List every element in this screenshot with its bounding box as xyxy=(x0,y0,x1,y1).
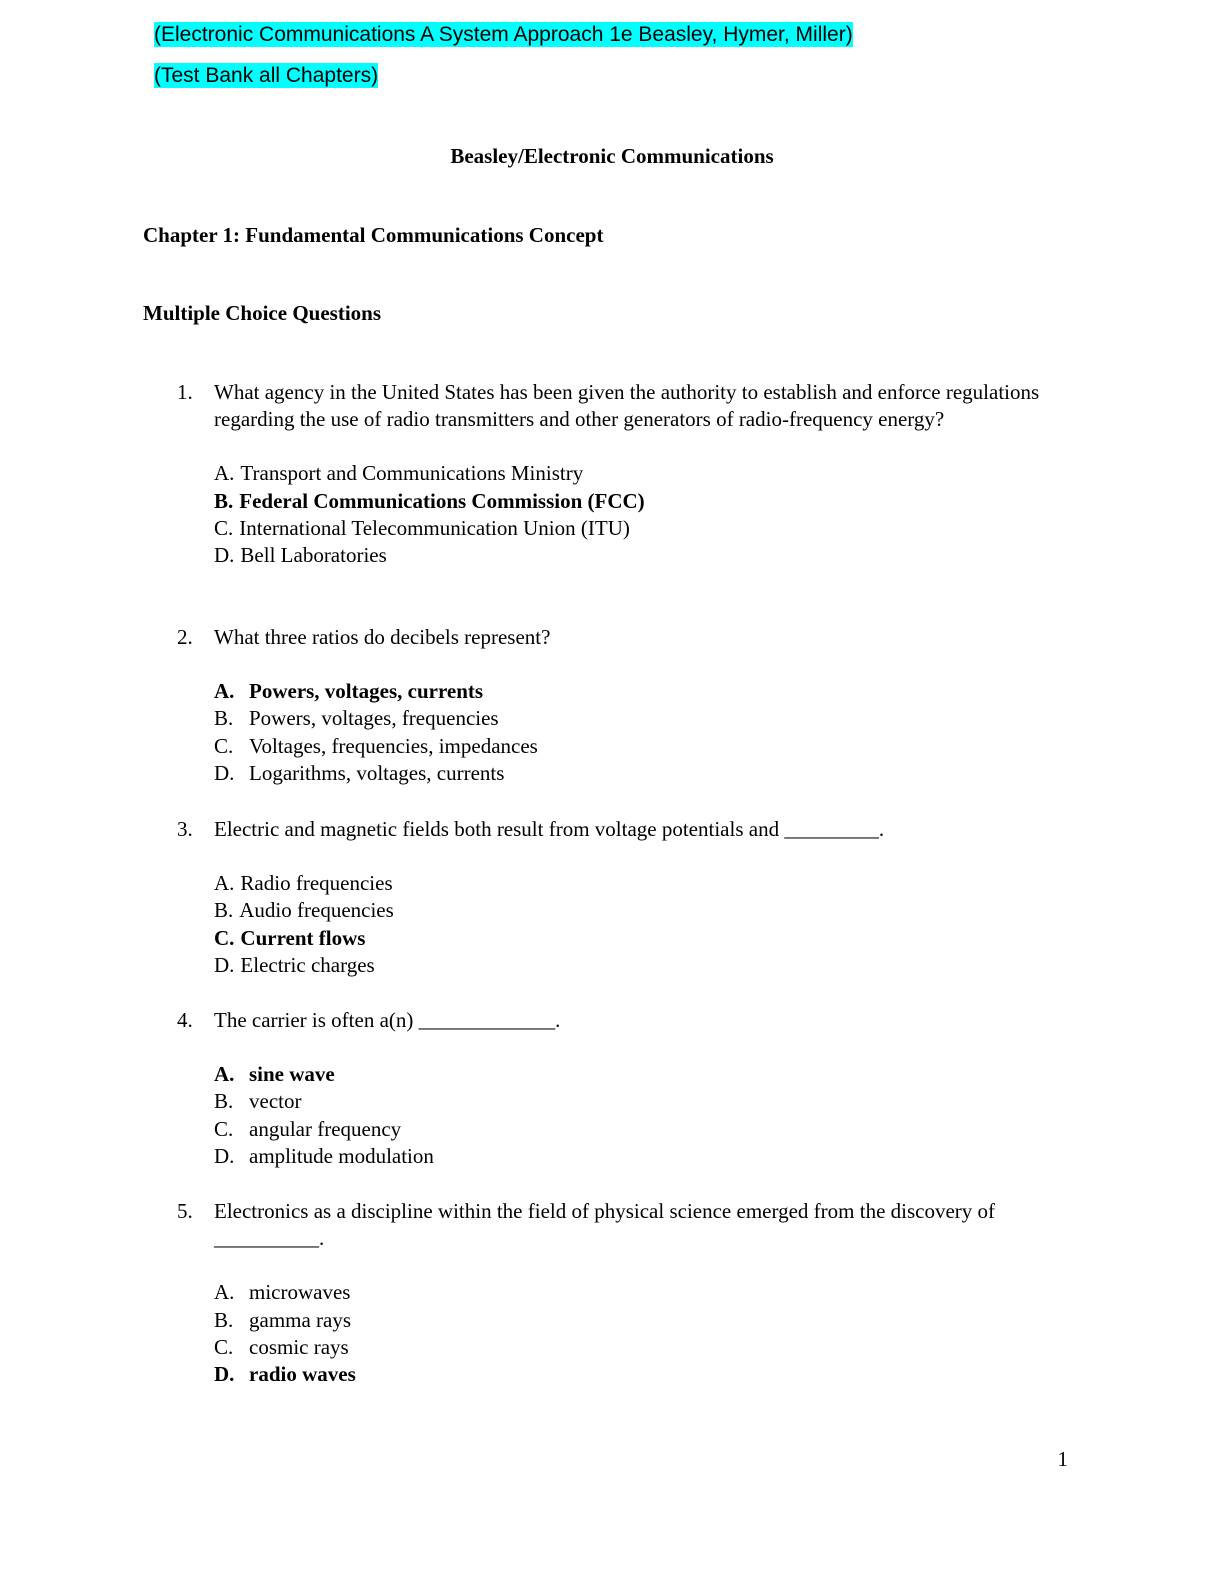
option-c xyxy=(214,733,1224,760)
option-letter: D. xyxy=(214,1361,235,1386)
question-number: 2. xyxy=(177,625,193,649)
document-heading: Beasley/Electronic Communications xyxy=(450,144,774,168)
question-2 xyxy=(0,624,1224,787)
banner-test-bank: (Test Bank all Chapters) xyxy=(154,64,379,87)
option-letter: C. xyxy=(214,733,234,758)
option-text: Bell Laboratories xyxy=(240,542,387,567)
answer-options xyxy=(214,870,1224,979)
question-number: 5. xyxy=(177,1199,193,1223)
option-b xyxy=(214,705,1224,732)
option-letter: C. xyxy=(214,1334,234,1359)
option-letter: C. xyxy=(214,1116,234,1141)
answer-options xyxy=(214,1061,1224,1170)
option-b xyxy=(214,897,1224,924)
option-letter: C. xyxy=(214,515,234,540)
option-a-correct xyxy=(214,1061,1224,1088)
option-text: Powers, voltages, frequencies xyxy=(249,706,499,731)
question-3 xyxy=(0,816,1224,979)
section-title: Multiple Choice Questions xyxy=(143,301,382,325)
option-c xyxy=(214,1334,1224,1361)
option-letter: D. xyxy=(214,1143,235,1168)
option-text: radio waves xyxy=(249,1361,356,1386)
option-a xyxy=(214,1279,1224,1306)
banner-book-title: (Electronic Communications A System Approach 1e Beasley, Hymer, Miller) xyxy=(154,23,853,46)
option-letter: B. xyxy=(214,1307,234,1332)
option-letter: A. xyxy=(214,1062,235,1087)
option-d xyxy=(214,760,1224,787)
option-letter: B. xyxy=(214,898,234,923)
question-text: What three ratios do decibels represent? xyxy=(214,625,551,649)
option-letter: B. xyxy=(214,1089,234,1114)
option-text: Federal Communications Commission (FCC) xyxy=(239,488,645,513)
option-c-correct xyxy=(214,925,1224,952)
option-d-correct xyxy=(214,1361,1224,1388)
option-a-correct xyxy=(214,678,1224,705)
option-text: Transport and Communications Ministry xyxy=(240,461,584,486)
option-letter: C. xyxy=(214,925,235,950)
chapter-title: Chapter 1: Fundamental Communications Concept xyxy=(143,223,604,247)
option-text: cosmic rays xyxy=(249,1334,349,1359)
option-b xyxy=(214,1088,1224,1115)
option-d xyxy=(214,542,1224,569)
answer-options xyxy=(214,678,1224,787)
option-text: Electric charges xyxy=(240,952,375,977)
option-a xyxy=(214,870,1224,897)
option-a xyxy=(214,460,1224,487)
option-letter: D. xyxy=(214,760,235,785)
option-text: Current flows xyxy=(240,925,366,950)
option-letter: B. xyxy=(214,706,234,731)
option-b xyxy=(214,1307,1224,1334)
page-number: 1 xyxy=(1057,1447,1068,1471)
option-text: sine wave xyxy=(249,1062,335,1087)
answer-options xyxy=(214,460,1224,569)
question-text: Electronics as a discipline within the field of physical science emerged from the discovery of __________. xyxy=(214,1199,996,1251)
question-5 xyxy=(0,1198,1224,1388)
option-letter: D. xyxy=(214,542,235,567)
option-text: microwaves xyxy=(249,1280,351,1305)
answer-options xyxy=(214,1279,1224,1388)
question-1 xyxy=(0,379,1224,569)
option-text: gamma rays xyxy=(249,1307,352,1332)
option-text: Powers, voltages, currents xyxy=(249,679,484,704)
option-d xyxy=(214,952,1224,979)
option-b-correct xyxy=(214,488,1224,515)
option-text: Logarithms, voltages, currents xyxy=(249,760,505,785)
option-text: vector xyxy=(249,1089,302,1114)
question-number: 3. xyxy=(177,817,193,841)
question-text: Electric and magnetic fields both result from voltage potentials and _________. xyxy=(214,817,885,841)
option-d xyxy=(214,1143,1224,1170)
question-text: The carrier is often a(n) _____________. xyxy=(214,1008,561,1032)
question-4 xyxy=(0,1007,1224,1170)
question-text: What agency in the United States has been given the authority to establish and enforce regulations regarding the use of radio transmitters and other generators of radio-frequency energy? xyxy=(214,380,1040,432)
question-number: 1. xyxy=(177,380,193,404)
option-letter: A. xyxy=(214,679,235,704)
option-letter: A. xyxy=(214,461,235,486)
option-text: International Telecommunication Union (ITU) xyxy=(239,515,630,540)
question-number: 4. xyxy=(177,1008,193,1032)
option-text: amplitude modulation xyxy=(249,1143,434,1168)
option-text: angular frequency xyxy=(249,1116,402,1141)
option-text: Voltages, frequencies, impedances xyxy=(249,733,538,758)
option-letter: D. xyxy=(214,952,235,977)
option-c xyxy=(214,515,1224,542)
option-text: Audio frequencies xyxy=(239,898,394,923)
option-letter: B. xyxy=(214,488,234,513)
option-text: Radio frequencies xyxy=(240,871,393,896)
option-letter: A. xyxy=(214,871,235,896)
option-letter: A. xyxy=(214,1280,235,1305)
option-c xyxy=(214,1116,1224,1143)
